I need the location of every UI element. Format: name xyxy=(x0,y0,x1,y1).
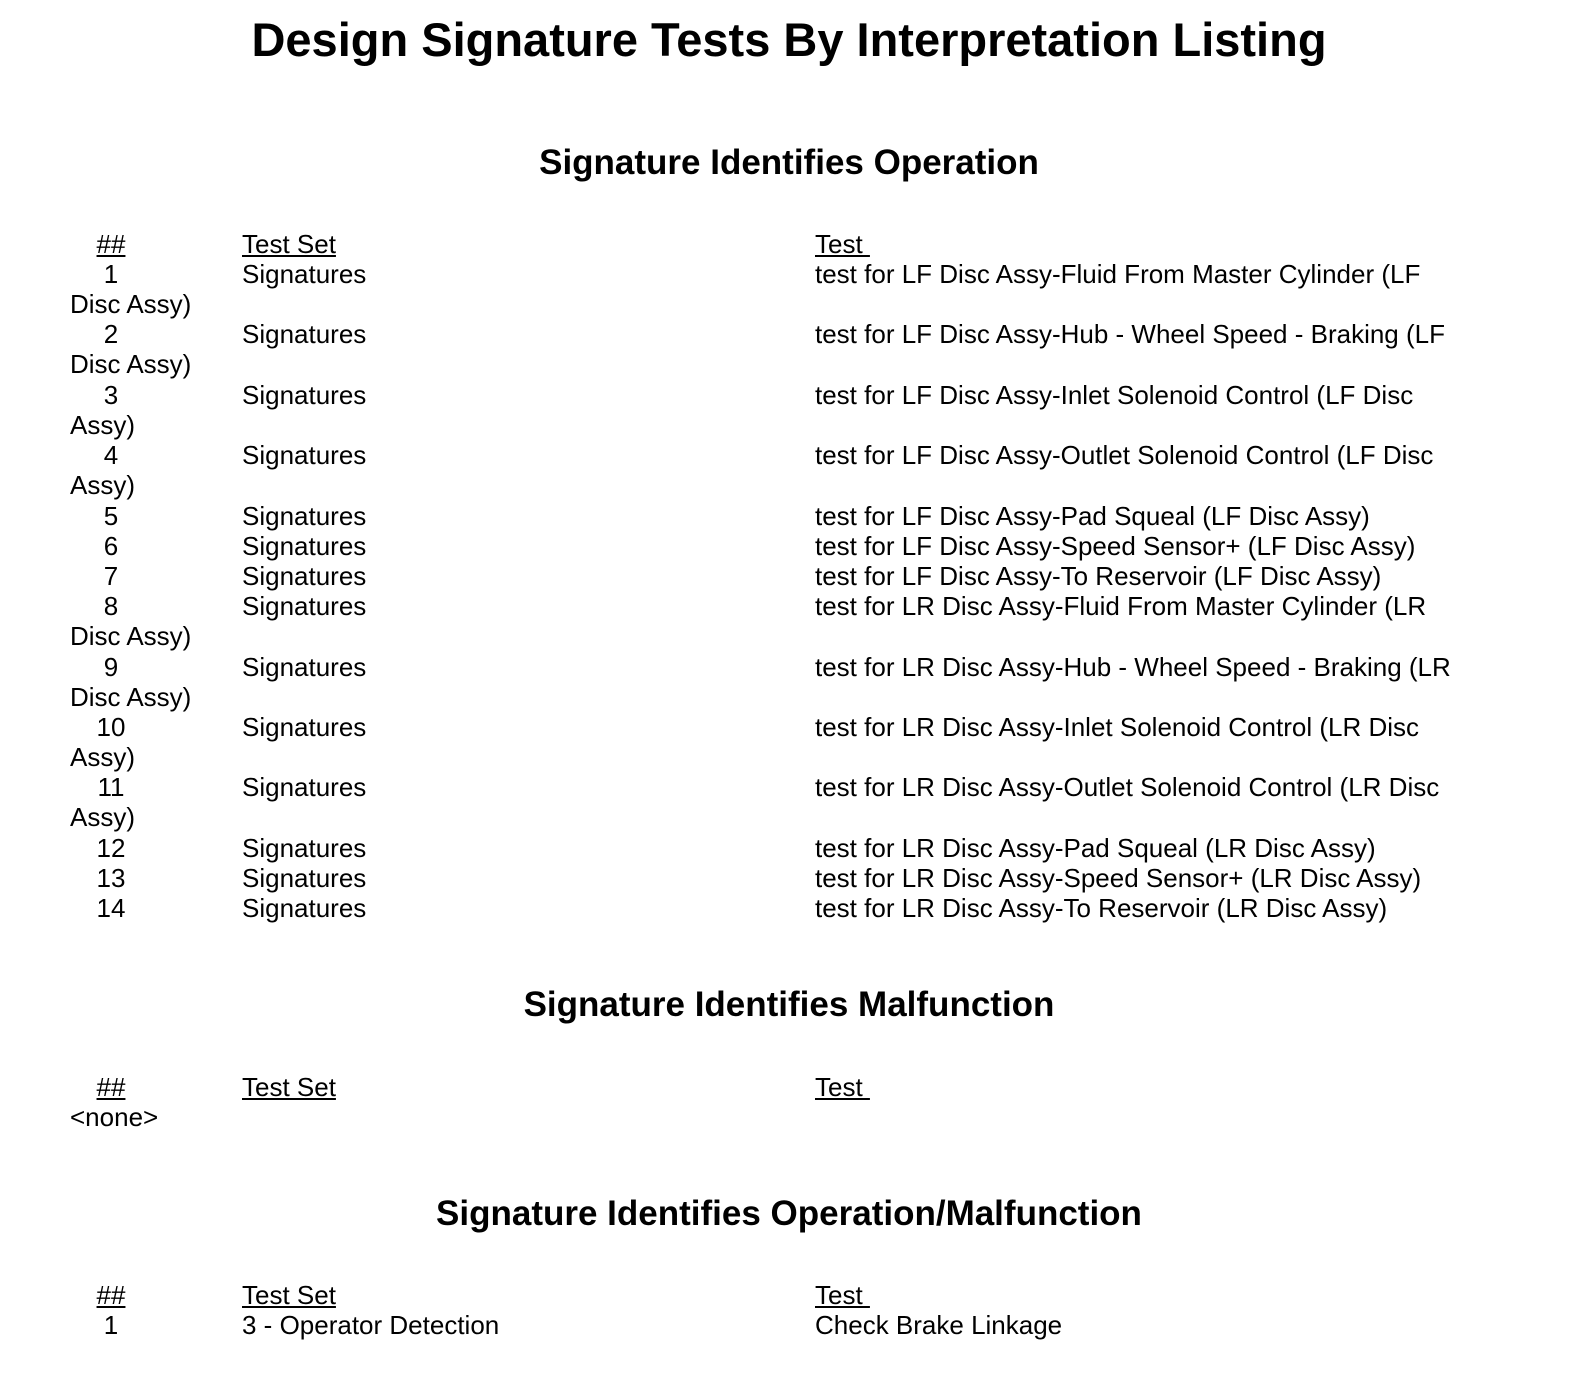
table-row xyxy=(70,833,1510,863)
row-test: test for LR Disc Assy-To Reservoir (LR Disc Assy) xyxy=(815,893,1388,923)
row-number: 4 xyxy=(103,440,119,470)
row-number: 12 xyxy=(96,833,126,863)
row-test: test for LR Disc Assy-Speed Sensor+ (LR Disc Assy) xyxy=(815,863,1422,893)
row-test-continuation: Assy) xyxy=(70,742,135,772)
row-number: 3 xyxy=(103,380,119,410)
table-row xyxy=(70,259,1510,319)
row-test-continuation: Disc Assy) xyxy=(70,621,192,651)
row-test-continuation: Disc Assy) xyxy=(70,682,192,712)
row-test: test for LF Disc Assy-Fluid From Master Cylinder (LF xyxy=(815,259,1421,289)
row-test-set: Signatures xyxy=(242,712,367,742)
row-number: 1 xyxy=(103,1310,119,1340)
page-title: Design Signature Tests By Interpretation Listing xyxy=(251,13,1327,66)
row-test-continuation: Assy) xyxy=(70,410,135,440)
row-test-set: Signatures xyxy=(242,501,367,531)
row-test: test for LR Disc Assy-Inlet Solenoid Control (LR Disc xyxy=(815,712,1419,742)
row-test-set: Signatures xyxy=(242,863,367,893)
row-number: 7 xyxy=(103,561,119,591)
table-header-row xyxy=(70,1072,1510,1102)
row-number: 5 xyxy=(103,501,119,531)
table-row xyxy=(70,772,1510,832)
row-test-set: Signatures xyxy=(242,440,367,470)
row-test: test for LR Disc Assy-Hub - Wheel Speed - Braking (LR xyxy=(815,652,1451,682)
column-header-test-set: Test Set xyxy=(242,229,336,259)
row-test-set: Signatures xyxy=(242,652,367,682)
row-test-set: 3 - Operator Detection xyxy=(242,1310,500,1340)
table-header-row xyxy=(70,1280,1510,1310)
column-header-test: Test xyxy=(815,1280,870,1310)
section-title-operation-malfunction: Signature Identifies Operation/Malfunction xyxy=(436,1194,1142,1233)
column-header-number: ## xyxy=(96,1072,126,1102)
row-test-set: Signatures xyxy=(242,591,367,621)
row-number: 14 xyxy=(96,893,126,923)
empty-placeholder xyxy=(70,1102,1510,1132)
table-row xyxy=(70,319,1510,379)
row-test: test for LR Disc Assy-Outlet Solenoid Control (LR Disc xyxy=(815,772,1440,802)
column-header-test: Test xyxy=(815,229,870,259)
table-row xyxy=(70,380,1510,440)
row-test: test for LF Disc Assy-To Reservoir (LF Disc Assy) xyxy=(815,561,1382,591)
section-title-operation: Signature Identifies Operation xyxy=(539,143,1039,182)
empty-text: <none> xyxy=(70,1102,159,1132)
row-number: 13 xyxy=(96,863,126,893)
table-row xyxy=(70,440,1510,500)
column-header-number: ## xyxy=(96,229,126,259)
table-row xyxy=(70,591,1510,651)
row-test: test for LF Disc Assy-Inlet Solenoid Control (LF Disc xyxy=(815,380,1414,410)
column-header-test: Test xyxy=(815,1072,870,1102)
table-row xyxy=(70,1310,1510,1340)
row-test-set: Signatures xyxy=(242,772,367,802)
row-number: 8 xyxy=(103,591,119,621)
row-test: test for LR Disc Assy-Pad Squeal (LR Disc Assy) xyxy=(815,833,1376,863)
row-test: test for LR Disc Assy-Fluid From Master Cylinder (LR xyxy=(815,591,1427,621)
table-row xyxy=(70,712,1510,772)
row-test: test for LF Disc Assy-Hub - Wheel Speed - Braking (LF xyxy=(815,319,1445,349)
column-header-test-set: Test Set xyxy=(242,1072,336,1102)
row-test-continuation: Assy) xyxy=(70,470,135,500)
section-title-malfunction: Signature Identifies Malfunction xyxy=(523,985,1055,1024)
row-test: test for LF Disc Assy-Outlet Solenoid Control (LF Disc xyxy=(815,440,1434,470)
table-row xyxy=(70,531,1510,561)
table-header-row xyxy=(70,229,1510,259)
row-test-set: Signatures xyxy=(242,380,367,410)
column-header-number: ## xyxy=(96,1280,126,1310)
row-test-set: Signatures xyxy=(242,319,367,349)
row-number: 2 xyxy=(103,319,119,349)
row-test: test for LF Disc Assy-Pad Squeal (LF Disc Assy) xyxy=(815,501,1370,531)
table-row xyxy=(70,501,1510,531)
row-number: 10 xyxy=(96,712,126,742)
row-test-continuation: Disc Assy) xyxy=(70,289,192,319)
row-test-continuation: Disc Assy) xyxy=(70,349,192,379)
row-test-continuation: Assy) xyxy=(70,802,135,832)
table-row xyxy=(70,863,1510,893)
row-test-set: Signatures xyxy=(242,531,367,561)
row-number: 9 xyxy=(103,652,119,682)
row-number: 6 xyxy=(103,531,119,561)
row-test-set: Signatures xyxy=(242,561,367,591)
row-test: Check Brake Linkage xyxy=(815,1310,1063,1340)
column-header-test-set: Test Set xyxy=(242,1280,336,1310)
row-test-set: Signatures xyxy=(242,833,367,863)
table-row xyxy=(70,652,1510,712)
table-row xyxy=(70,893,1510,923)
row-test-set: Signatures xyxy=(242,893,367,923)
row-test: test for LF Disc Assy-Speed Sensor+ (LF Disc Assy) xyxy=(815,531,1416,561)
row-test-set: Signatures xyxy=(242,259,367,289)
row-number: 11 xyxy=(97,772,125,802)
table-row xyxy=(70,561,1510,591)
row-number: 1 xyxy=(103,259,119,289)
